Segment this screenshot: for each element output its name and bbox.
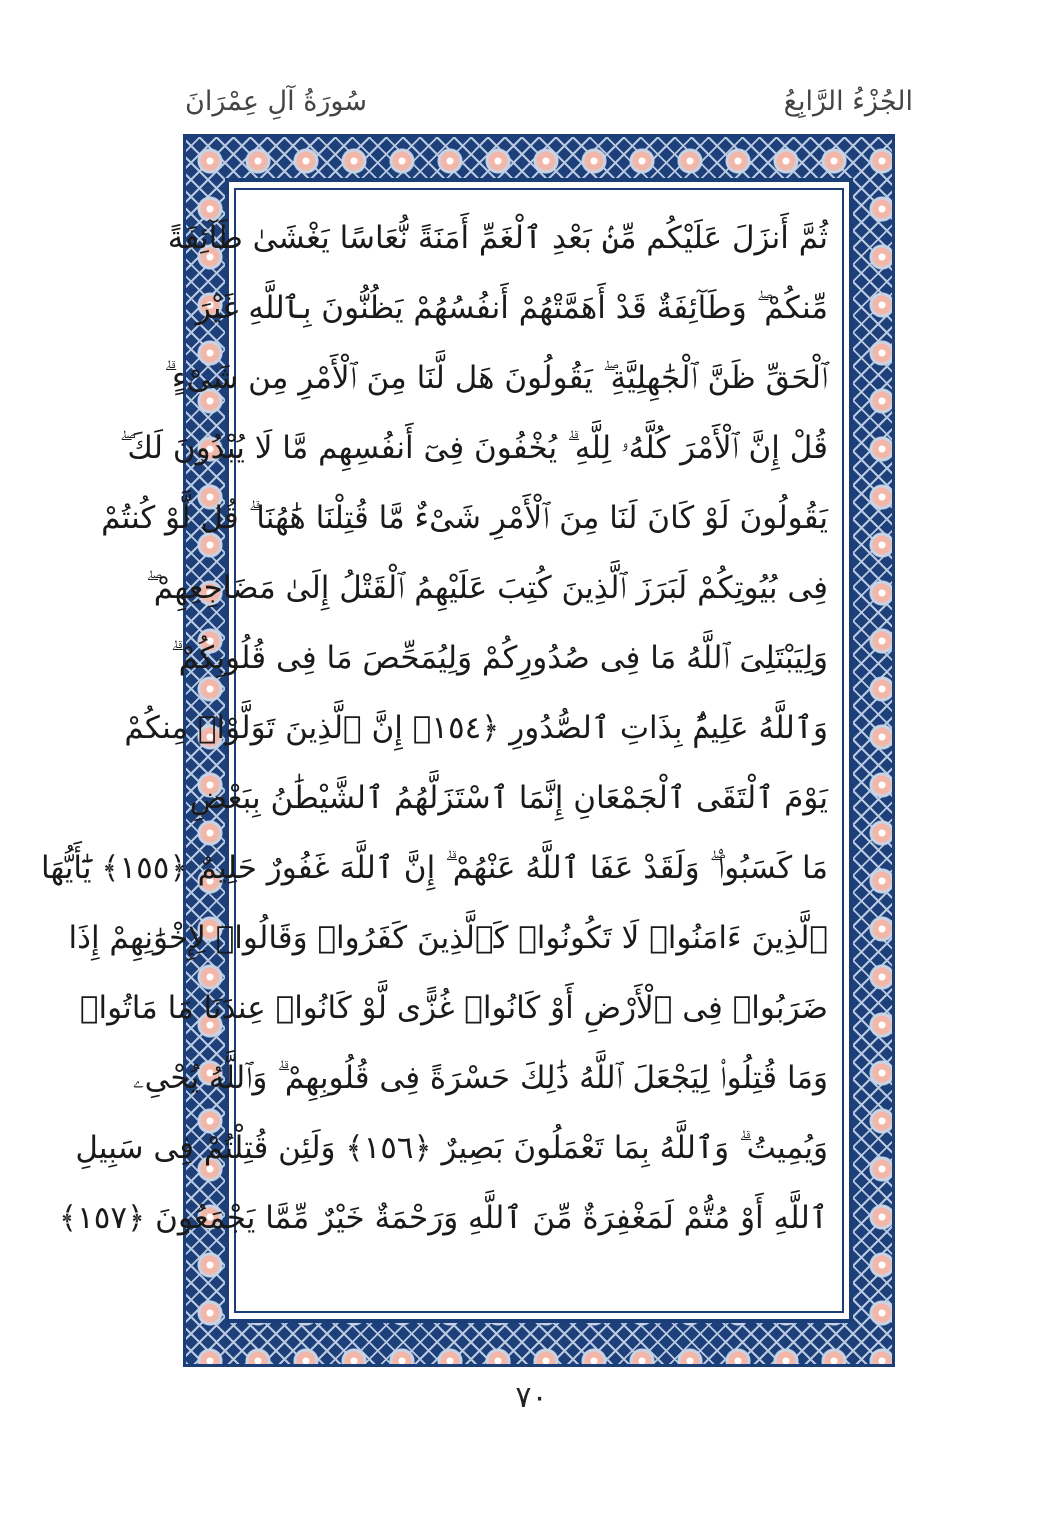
text-line-12: ضَرَبُوا۟ فِى ٱلْأَرْضِ أَوْ كَانُوا۟ غُزًّى لَّوْ كَانُوا۟ عِندَنَا مَا مَاتُوا۟ bbox=[79, 990, 828, 1026]
text-line-4: قُلْ إِنَّ ٱلْأَمْرَ كُلَّهُۥ لِلَّهِ ۗ يُخْفُونَ فِىٓ أَنفُسِهِم مَّا لَا يُبْدُونَ لَكَ ۖ bbox=[119, 430, 828, 466]
juz-title: الجُزْءُ الرَّابِعُ bbox=[783, 86, 913, 117]
page-number: ٧٠ bbox=[515, 1380, 548, 1415]
text-line-9: يَوْمَ ٱلْتَقَى ٱلْجَمْعَانِ إِنَّمَا ٱسْتَزَلَّهُمُ ٱلشَّيْطَٰنُ بِبَعْضِ bbox=[189, 780, 828, 816]
text-line-7: وَلِيَبْتَلِىَ ٱللَّهُ مَا فِى صُدُورِكُمْ وَلِيُمَحِّصَ مَا فِى قُلُوبِكُمْ ۗ bbox=[170, 640, 828, 676]
text-line-10: مَا كَسَبُوا۟ ۖ وَلَقَدْ عَفَا ٱللَّهُ عَنْهُمْ ۗ إِنَّ ٱللَّهَ غَفُورٌ حَلِيمٌ ﴿١٥٥﴾ يَٰٓأَيُّهَا bbox=[41, 850, 828, 886]
surah-title: سُورَةُ آلِ عِمْرَانَ bbox=[185, 86, 367, 117]
text-line-1: ثُمَّ أَنزَلَ عَلَيْكُم مِّنۢ بَعْدِ ٱلْغَمِّ أَمَنَةً نُّعَاسًا يَغْشَىٰ طَآئِفَةً bbox=[167, 220, 828, 256]
text-line-8: وَٱللَّهُ عَلِيمٌۢ بِذَاتِ ٱلصُّدُورِ ﴿١٥٤﴾ إِنَّ ٱلَّذِينَ تَوَلَّوْا۟ مِنكُمْ bbox=[124, 710, 828, 746]
text-line-13: وَمَا قُتِلُوا۟ لِيَجْعَلَ ٱللَّهُ ذَٰلِكَ حَسْرَةً فِى قُلُوبِهِمْ ۗ وَٱللَّهُ يُحْىِۦ bbox=[132, 1060, 828, 1096]
text-line-6: فِى بُيُوتِكُمْ لَبَرَزَ ٱلَّذِينَ كُتِبَ عَلَيْهِمُ ٱلْقَتْلُ إِلَىٰ مَضَاجِعِهِمْ ۖ bbox=[145, 570, 828, 606]
text-line-5: يَقُولُونَ لَوْ كَانَ لَنَا مِنَ ٱلْأَمْرِ شَىْءٌ مَّا قُتِلْنَا هَٰهُنَا ۗ قُل لَّوْ كُنتُمْ bbox=[101, 500, 828, 536]
text-line-14: وَيُمِيتُ ۗ وَٱللَّهُ بِمَا تَعْمَلُونَ بَصِيرٌ ﴿١٥٦﴾ وَلَئِن قُتِلْتُمْ فِى سَبِيلِ bbox=[75, 1130, 828, 1166]
text-line-11: ٱلَّذِينَ ءَامَنُوا۟ لَا تَكُونُوا۟ كَٱلَّذِينَ كَفَرُوا۟ وَقَالُوا۟ لِإِخْوَٰنِهِمْ إِذَا bbox=[68, 920, 828, 956]
text-line-15: ٱللَّهِ أَوْ مُتُّمْ لَمَغْفِرَةٌ مِّنَ ٱللَّهِ وَرَحْمَةٌ خَيْرٌ مِّمَّا يَجْمَعُونَ ﴿١٥٧﴾ bbox=[58, 1200, 828, 1236]
text-line-2: مِّنكُمْ ۖ وَطَآئِفَةٌ قَدْ أَهَمَّتْهُمْ أَنفُسُهُمْ يَظُنُّونَ بِٱللَّهِ غَيْرَ bbox=[195, 290, 828, 326]
text-line-3: ٱلْحَقِّ ظَنَّ ٱلْجَٰهِلِيَّةِ ۖ يَقُولُونَ هَل لَّنَا مِنَ ٱلْأَمْرِ مِن شَىْءٍ ۗ bbox=[164, 360, 828, 396]
